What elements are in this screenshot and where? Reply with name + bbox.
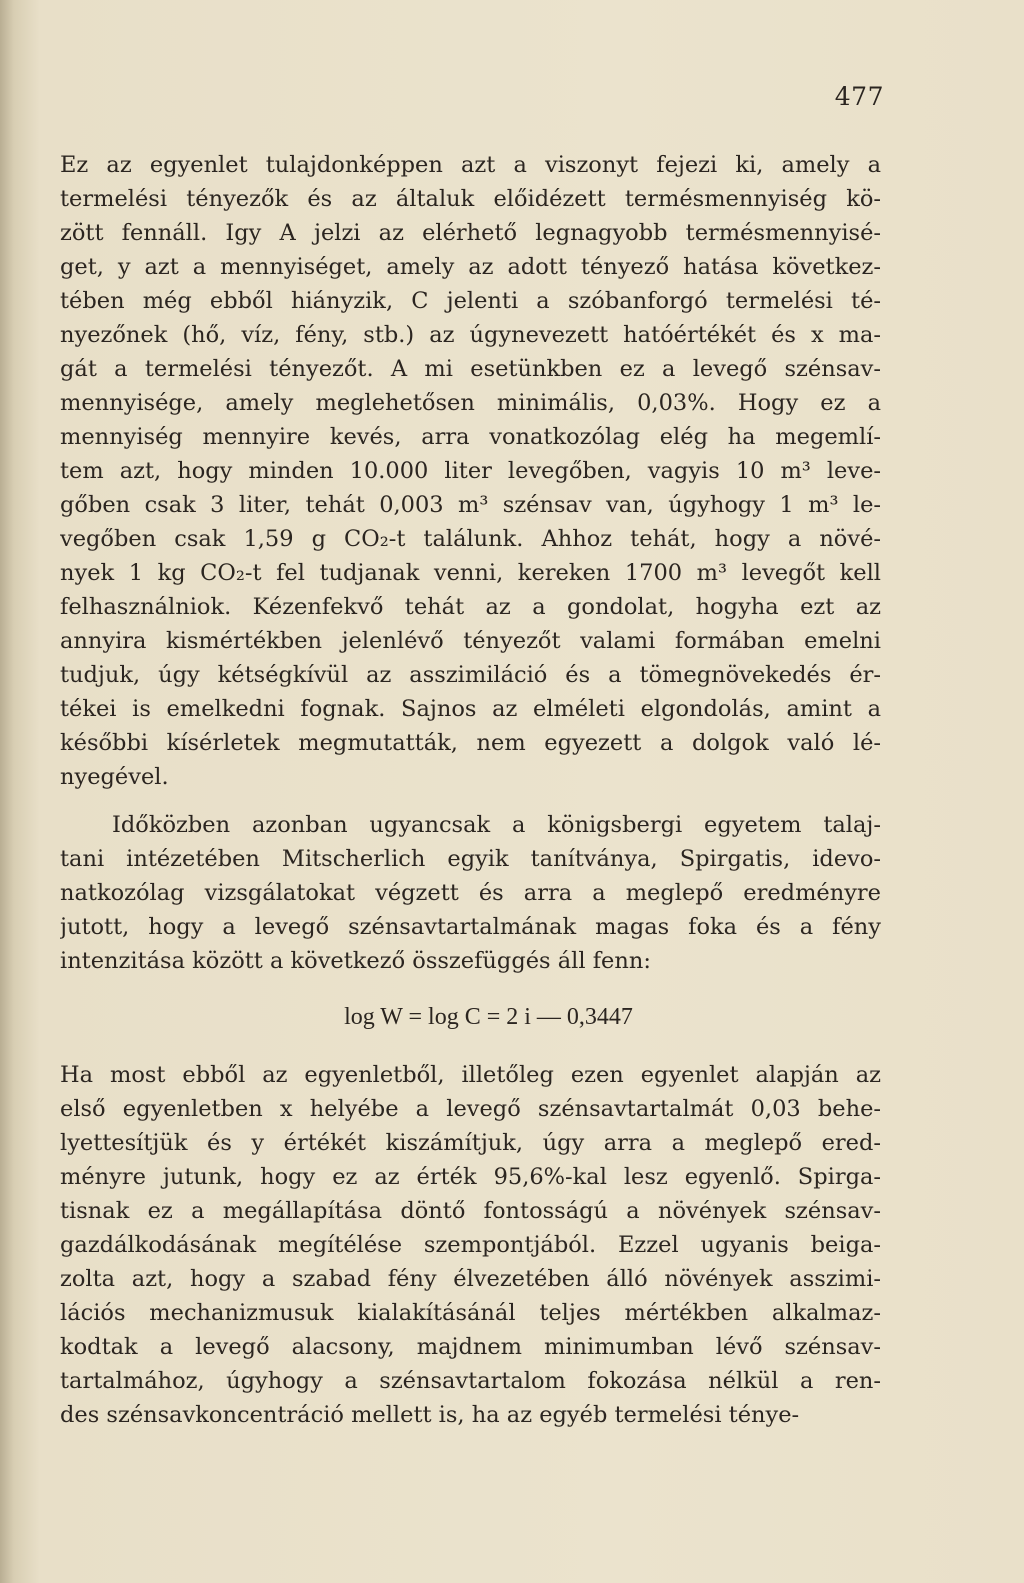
text-line: későbbi kísérletek megmutatták, nem egyezett a dolgok való lé- bbox=[60, 730, 881, 756]
text-line: termelési tényezők és az általuk előidézett termésmennyiség kö- bbox=[60, 186, 881, 212]
text-line: Időközben azonban ugyancsak a königsbergi egyetem talaj- bbox=[112, 812, 881, 838]
text-line: Ez az egyenlet tulajdonképpen azt a viszonyt fejezi ki, amely a bbox=[60, 152, 881, 178]
text-line: intenzitása között a következő összefüggés áll fenn: bbox=[60, 948, 651, 974]
paragraph-3 bbox=[60, 1058, 881, 1432]
text-line: get, y azt a mennyiséget, amely az adott tényező hatása következ- bbox=[60, 254, 881, 280]
text-line: tudjuk, úgy kétségkívül az asszimiláció és a tömegnövekedés ér- bbox=[60, 662, 881, 688]
text-line: tében még ebből hiányzik, C jelenti a szóbanforgó termelési té- bbox=[60, 288, 881, 314]
text-line: nyezőnek (hő, víz, fény, stb.) az úgynevezett hatóértékét és x ma- bbox=[60, 322, 881, 348]
text-line: zolta azt, hogy a szabad fény élvezetében álló növények asszimi- bbox=[60, 1266, 881, 1292]
paragraph-2 bbox=[60, 808, 881, 978]
text-line: nyegével. bbox=[60, 764, 169, 790]
text-line: nyek 1 kg CO₂-t fel tudjanak venni, kereken 1700 m³ levegőt kell bbox=[60, 560, 881, 586]
text-line: kodtak a levegő alacsony, majdnem minimumban lévő szénsav- bbox=[60, 1334, 881, 1360]
text-line: lyettesítjük és y értékét kiszámítjuk, úgy arra a meglepő ered- bbox=[60, 1130, 881, 1156]
text-line: gőben csak 3 liter, tehát 0,003 m³ szénsav van, úgyhogy 1 m³ le- bbox=[60, 492, 881, 518]
text-line: mennyisége, amely meglehetősen minimális, 0,03%. Hogy ez a bbox=[60, 390, 881, 416]
text-line: tani intézetében Mitscherlich egyik tanítványa, Spirgatis, idevo- bbox=[60, 846, 881, 872]
text-line: natkozólag vizsgálatokat végzett és arra a meglepő eredményre bbox=[60, 880, 881, 906]
text-line: tem azt, hogy minden 10.000 liter levegőben, vagyis 10 m³ leve- bbox=[60, 458, 881, 484]
text-line: ményre jutunk, hogy ez az érték 95,6%-kal lesz egyenlő. Spirga- bbox=[60, 1164, 881, 1190]
text-line: tékei is emelkedni fognak. Sajnos az elméleti elgondolás, amint a bbox=[60, 696, 881, 722]
formula: log W = log C = 2 i — 0,3447 bbox=[344, 1004, 633, 1030]
text-line: tartalmához, úgyhogy a szénsavtartalom fokozása nélkül a ren- bbox=[60, 1368, 881, 1394]
text-line: annyira kismértékben jelenlévő tényezőt valami formában emelni bbox=[60, 628, 881, 654]
text-line: gát a termelési tényezőt. A mi esetünkben ez a levegő szénsav- bbox=[60, 356, 881, 382]
text-line: jutott, hogy a levegő szénsavtartalmának magas foka és a fény bbox=[60, 914, 881, 940]
text-line: vegőben csak 1,59 g CO₂-t találunk. Ahhoz tehát, hogy a növé- bbox=[60, 526, 881, 552]
text-line: tisnak ez a megállapítása döntő fontosságú a növények szénsav- bbox=[60, 1198, 881, 1224]
text-line: első egyenletben x helyébe a levegő szénsavtartalmát 0,03 behe- bbox=[60, 1096, 881, 1122]
text-line: lációs mechanizmusuk kialakításánál teljes mértékben alkalmaz- bbox=[60, 1300, 881, 1326]
text-line: felhasználniok. Kézenfekvő tehát az a gondolat, hogyha ezt az bbox=[60, 594, 881, 620]
text-line: zött fennáll. Igy A jelzi az elérhető legnagyobb termésmennyisé- bbox=[60, 220, 881, 246]
text-line: mennyiség mennyire kevés, arra vonatkozólag elég ha megemlí- bbox=[60, 424, 881, 450]
text-line: gazdálkodásának megítélése szempontjából. Ezzel ugyanis beiga- bbox=[60, 1232, 881, 1258]
text-line: des szénsavkoncentráció mellett is, ha az egyéb termelési ténye- bbox=[60, 1402, 800, 1428]
text-line: Ha most ebből az egyenletből, illetőleg ezen egyenlet alapján az bbox=[60, 1062, 881, 1088]
body-text bbox=[60, 148, 881, 1432]
paragraph-1 bbox=[60, 148, 881, 794]
page-number: 477 bbox=[834, 82, 884, 111]
